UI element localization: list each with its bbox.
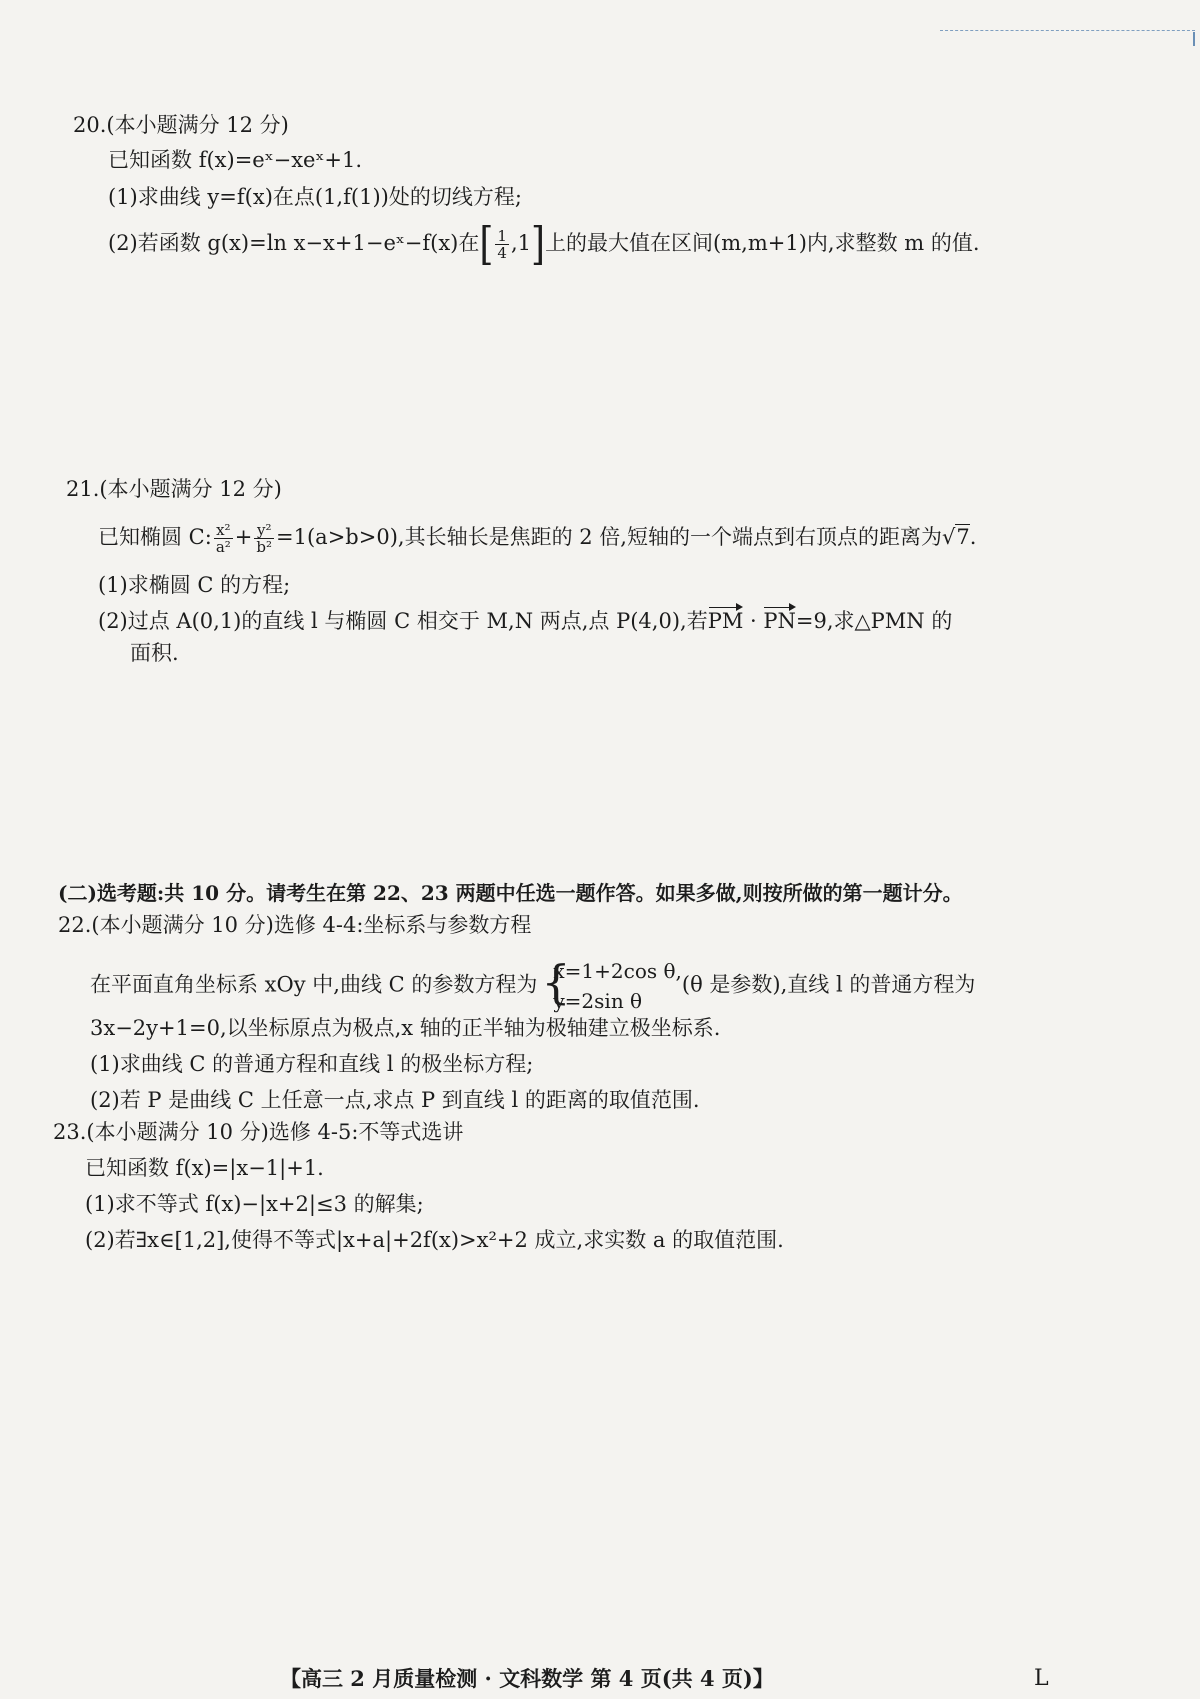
scan-edge-mark	[1193, 32, 1195, 46]
q21-part2-b: =9,求△PMN 的	[795, 609, 953, 633]
q21-part2-a: (2)过点 A(0,1)的直线 l 与椭圆 C 相交于 M,N 两点,点 P(4,0),若	[98, 609, 708, 633]
q21-frac1-den: a²	[215, 538, 231, 556]
q22-title: 22.(本小题满分 10 分)选修 4-4:坐标系与参数方程	[58, 913, 532, 937]
q20-part2	[108, 218, 980, 270]
q20-frac-den: 4	[497, 244, 507, 262]
q22-stem-a: 在平面直角坐标系 xOy 中,曲线 C 的参数方程为	[90, 972, 538, 997]
q20-frac-num: 1	[497, 227, 507, 245]
q22-part2: (2)若 P 是曲线 C 上任意一点,求点 P 到直线 l 的距离的取值范围.	[90, 1088, 700, 1112]
q22-sys-row1: x=1+2cos θ,	[553, 959, 682, 983]
q21-period: .	[969, 525, 977, 549]
q22-sys-row2: y=2sin θ	[553, 989, 643, 1013]
q20-stem	[108, 145, 362, 175]
q20-fraction	[495, 228, 509, 261]
vector-pm: PM	[708, 606, 744, 636]
q21-fraction-y	[254, 522, 274, 555]
q20-stem-prefix: 已知函数	[108, 148, 199, 172]
q21-part1: (1)求椭圆 C 的方程;	[98, 573, 291, 597]
vector-pn: PN	[763, 606, 796, 636]
q22-param-system	[541, 956, 682, 1016]
q20-stem-formula: f(x)=eˣ−xeˣ+1.	[198, 148, 363, 172]
q22-stem-b: (θ 是参数),直线 l 的普通方程为	[681, 972, 976, 997]
q21-stem-b: =1(a>b>0),其长轴长是焦距的 2 倍,短轴的一个端点到右顶点的距离为	[276, 525, 942, 549]
section2-title: (二)选考题:共 10 分。请考生在第 22、23 两题中任选一题作答。如果多做,则按所做的第一题计分。	[58, 881, 963, 905]
q21-sqrt-value: 7	[956, 525, 970, 549]
q21-stem	[98, 522, 976, 555]
q22-stem-cont: 3x−2y+1=0,以坐标原点为极点,x 轴的正半轴为极轴建立极坐标系.	[90, 1016, 721, 1040]
q21-plus: +	[234, 525, 253, 549]
q21-frac1-num: x²	[214, 522, 233, 539]
q20-title: 20.(本小题满分 12 分)	[73, 113, 289, 137]
q23-part2: (2)若∃x∈[1,2],使得不等式|x+a|+2f(x)>x²+2 成立,求实数 a 的取值范围.	[85, 1228, 784, 1252]
q23-stem: 已知函数 f(x)=|x−1|+1.	[85, 1156, 324, 1180]
q23-part1: (1)求不等式 f(x)−|x+2|≤3 的解集;	[85, 1192, 424, 1216]
q21-title: 21.(本小题满分 12 分)	[66, 477, 282, 501]
q20-part2-c: 上的最大值在区间(m,m+1)内,求整数 m 的值.	[545, 231, 980, 255]
q21-part2-cont: 面积.	[130, 641, 179, 665]
q20-part1: (1)求曲线 y=f(x)在点(1,f(1))处的切线方程;	[108, 185, 522, 209]
q21-stem-a: 已知椭圆 C:	[98, 525, 212, 549]
q21-frac2-num: y²	[254, 522, 274, 539]
q21-frac2-den: b²	[256, 538, 273, 556]
q21-part2	[98, 606, 952, 636]
q21-fraction-x	[214, 522, 233, 555]
page-letter: L	[1034, 1666, 1049, 1691]
q23-title: 23.(本小题满分 10 分)选修 4-5:不等式选讲	[53, 1120, 464, 1144]
sqrt-icon: √	[941, 525, 956, 549]
q22-stem	[90, 956, 975, 1016]
q20-part2-b: ,1	[510, 231, 532, 255]
q21-dot: ·	[743, 609, 764, 633]
right-bracket-icon: ]	[531, 218, 546, 270]
left-bracket-icon: [	[479, 218, 494, 270]
q20-part2-a: (2)若函数 g(x)=ln x−x+1−eˣ−f(x)在	[108, 231, 480, 255]
page-footer: 【高三 2 月质量检测 · 文科数学 第 4 页(共 4 页)】	[280, 1666, 774, 1691]
q22-part1: (1)求曲线 C 的普通方程和直线 l 的极坐标方程;	[90, 1052, 534, 1076]
brace-icon: {	[541, 955, 571, 1009]
scan-edge-line	[940, 30, 1195, 33]
